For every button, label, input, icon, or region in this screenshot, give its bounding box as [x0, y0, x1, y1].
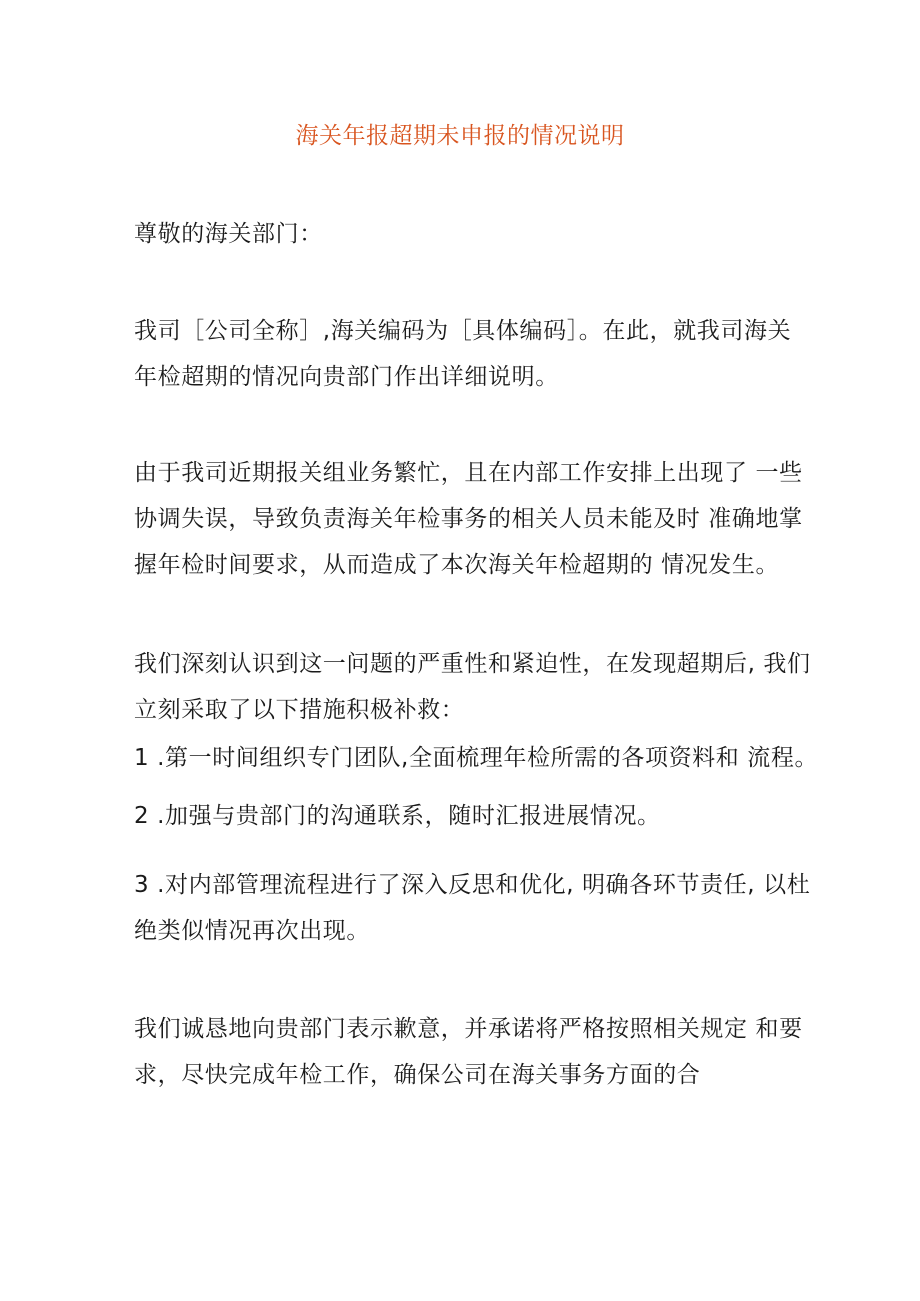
- reason-paragraph: [134, 450, 814, 588]
- paragraph-line: 年检超期的情况向贵部门作出详细说明。: [134, 364, 559, 390]
- measure-line: 3 .对内部管理流程进行了深入反思和优化, 明确各环节责任, 以杜: [134, 872, 811, 898]
- paragraph-line: 求，尽快完成年检工作，确保公司在海关事务方面的合: [134, 1062, 701, 1088]
- measure-line: 绝类似情况再次出现。: [134, 918, 370, 944]
- paragraph-line: 我们诚恳地向贵部门表示歉意，并承诺将严格按照相关规定 和要: [134, 1016, 803, 1042]
- salutation-text: 尊敬的海关部门：: [134, 221, 323, 247]
- measure-item-3: [134, 862, 814, 954]
- document-title: 海关年报超期未申报的情况说明: [295, 123, 625, 149]
- paragraph-line: 握年检时间要求，从而造成了本次海关年检超期的 情况发生。: [134, 552, 780, 578]
- paragraph-line: 我司［公司全称］,海关编码为［具体编码］。在此，就我司海关: [134, 318, 792, 344]
- salutation: [134, 211, 814, 257]
- paragraph-line: 我们深刻认识到这一问题的严重性和紧迫性，在发现超期后, 我们: [134, 651, 811, 677]
- paragraph-line: 立刻采取了以下措施积极补救：: [134, 697, 465, 723]
- remedy-intro-paragraph: [134, 641, 814, 733]
- measure-line: 2 .加强与贵部门的沟通联系，随时汇报进展情况。: [134, 803, 661, 829]
- closing-paragraph: [134, 1006, 814, 1098]
- measure-item-2: [134, 793, 814, 839]
- intro-paragraph: [134, 308, 814, 400]
- paragraph-line: 由于我司近期报关组业务繁忙，且在内部工作安排上出现了 一些: [134, 460, 803, 486]
- measure-item-1: [134, 735, 819, 781]
- paragraph-line: 协调失误，导致负责海关年检事务的相关人员未能及时 准确地掌: [134, 506, 803, 532]
- measure-line: 1 .第一时间组织专门团队,全面梳理年检所需的各项资料和 流程。: [134, 745, 819, 771]
